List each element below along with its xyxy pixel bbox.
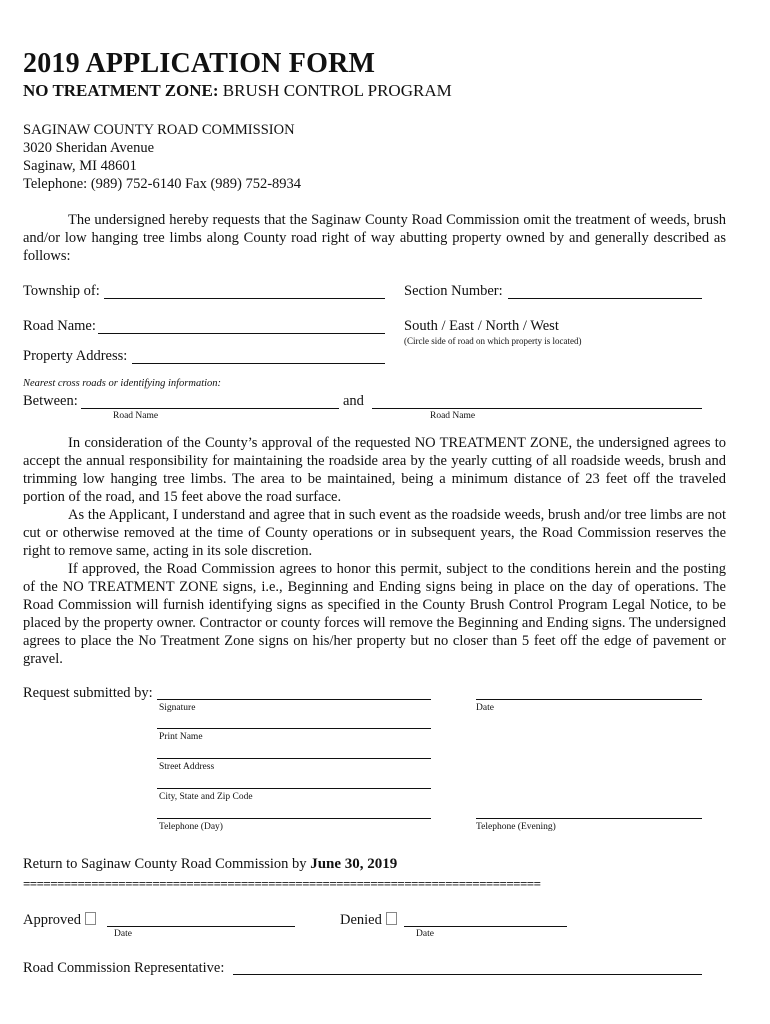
telephone-day-caption: Telephone (Day) (159, 822, 223, 832)
street-address-caption: Street Address (159, 762, 215, 772)
cross-roads-note: Nearest cross roads or identifying information: (23, 378, 222, 389)
terms-paragraph-1 (23, 434, 726, 506)
and-label: and (343, 393, 364, 409)
denied-checkbox[interactable] (386, 912, 397, 925)
org-street: 3020 Sheridan Avenue (23, 140, 155, 156)
township-label: Township of: (23, 283, 100, 299)
return-deadline: June 30, 2019 (310, 856, 398, 872)
representative-field[interactable] (233, 974, 702, 975)
township-field[interactable] (104, 298, 385, 299)
section-field[interactable] (508, 298, 702, 299)
between-road-1-field[interactable] (81, 408, 339, 409)
city-state-zip-caption: City, State and Zip Code (159, 792, 253, 802)
denied-date-field[interactable] (404, 926, 567, 927)
road-name-caption-1: Road Name (113, 411, 159, 421)
return-text: Return to Saginaw County Road Commission by (23, 856, 311, 872)
road-name-label: Road Name: (23, 318, 96, 334)
separator-line: ============================================================================ (23, 876, 541, 891)
city-state-zip-field[interactable] (157, 788, 431, 789)
street-address-field[interactable] (157, 758, 431, 759)
print-name-field[interactable] (157, 728, 431, 729)
terms-paragraph-3 (23, 560, 726, 668)
signature-date-field[interactable] (476, 699, 702, 700)
signature-date-caption: Date (476, 703, 494, 713)
section-label: Section Number: (404, 283, 503, 299)
approved-date-caption: Date (114, 929, 132, 939)
request-submitted-label: Request submitted by: (23, 685, 153, 701)
approved-label: Approved (23, 912, 81, 928)
approved-option[interactable] (23, 912, 96, 929)
telephone-day-field[interactable] (157, 818, 431, 819)
between-road-2-field[interactable] (372, 408, 702, 409)
terms-p3-text: If approved, the Road Commission agrees to honor this permit, subject to the conditions herein and the posting of the NO TREATMENT ZONE signs, i.e., Beginning and Ending signs being in place on the day of operations. The Road Commission will furnish identifying signs as specified in the County Brush Control Program Legal Notice, to be placed by the property owner. Contractor or county forces will remove the Beginning and Ending signs. The undersigned agrees to place the No Treatment Zone signs on his/her property but no closer than 5 feet off the edge of pavement or gravel. (23, 561, 726, 667)
form-subtitle (23, 81, 452, 101)
road-side-options[interactable]: South / East / North / West (404, 318, 559, 334)
denied-option[interactable] (340, 912, 397, 929)
signature-caption: Signature (159, 703, 196, 713)
return-instruction (23, 856, 397, 873)
org-name: SAGINAW COUNTY ROAD COMMISSION (23, 122, 295, 138)
approved-checkbox[interactable] (85, 912, 96, 925)
terms-p1-text: In consideration of the County’s approval of the requested NO TREATMENT ZONE, the undersigned agrees to accept the annual responsibility for maintaining the roadside area by the yearly cutting of all roadside weeds, brush and trimming low hanging tree limbs. The area to be maintained, being a minimum distance of 23 feet off the traveled portion of the road, and 15 feet above the road surface. (23, 435, 726, 505)
telephone-evening-caption: Telephone (Evening) (476, 822, 556, 832)
between-label: Between: (23, 393, 78, 409)
intro-text: The undersigned hereby requests that the Saginaw County Road Commission omit the treatment of weeds, brush and/or low hanging tree limbs along County road right of way abutting property owned by and generally described as follows: (23, 212, 726, 264)
print-name-caption: Print Name (159, 732, 203, 742)
road-side-note: (Circle side of road on which property is located) (404, 336, 582, 346)
approved-date-field[interactable] (107, 926, 295, 927)
property-address-label: Property Address: (23, 348, 128, 364)
denied-label: Denied (340, 912, 382, 928)
telephone-evening-field[interactable] (476, 818, 702, 819)
road-name-caption-2: Road Name (430, 411, 476, 421)
signature-field[interactable] (157, 699, 431, 700)
terms-paragraph-2 (23, 506, 726, 560)
subtitle-rest: BRUSH CONTROL PROGRAM (218, 81, 452, 100)
subtitle-bold: NO TREATMENT ZONE: (23, 81, 219, 100)
form-title: 2019 APPLICATION FORM (23, 48, 376, 79)
org-phone: Telephone: (989) 752-6140 Fax (989) 752-8934 (23, 176, 302, 192)
representative-label: Road Commission Representative: (23, 960, 225, 976)
road-name-field[interactable] (98, 333, 385, 334)
org-city: Saginaw, MI 48601 (23, 158, 137, 174)
intro-paragraph (23, 211, 726, 265)
property-address-field[interactable] (132, 363, 385, 364)
denied-date-caption: Date (416, 929, 434, 939)
terms-p2-text: As the Applicant, I understand and agree that in such event as the roadside weeds, brush and/or tree limbs are not cut or otherwise removed at the time of County operations or in subsequent years, the Road Commission reserves the right to remove same, acting in its sole discretion. (23, 507, 726, 559)
